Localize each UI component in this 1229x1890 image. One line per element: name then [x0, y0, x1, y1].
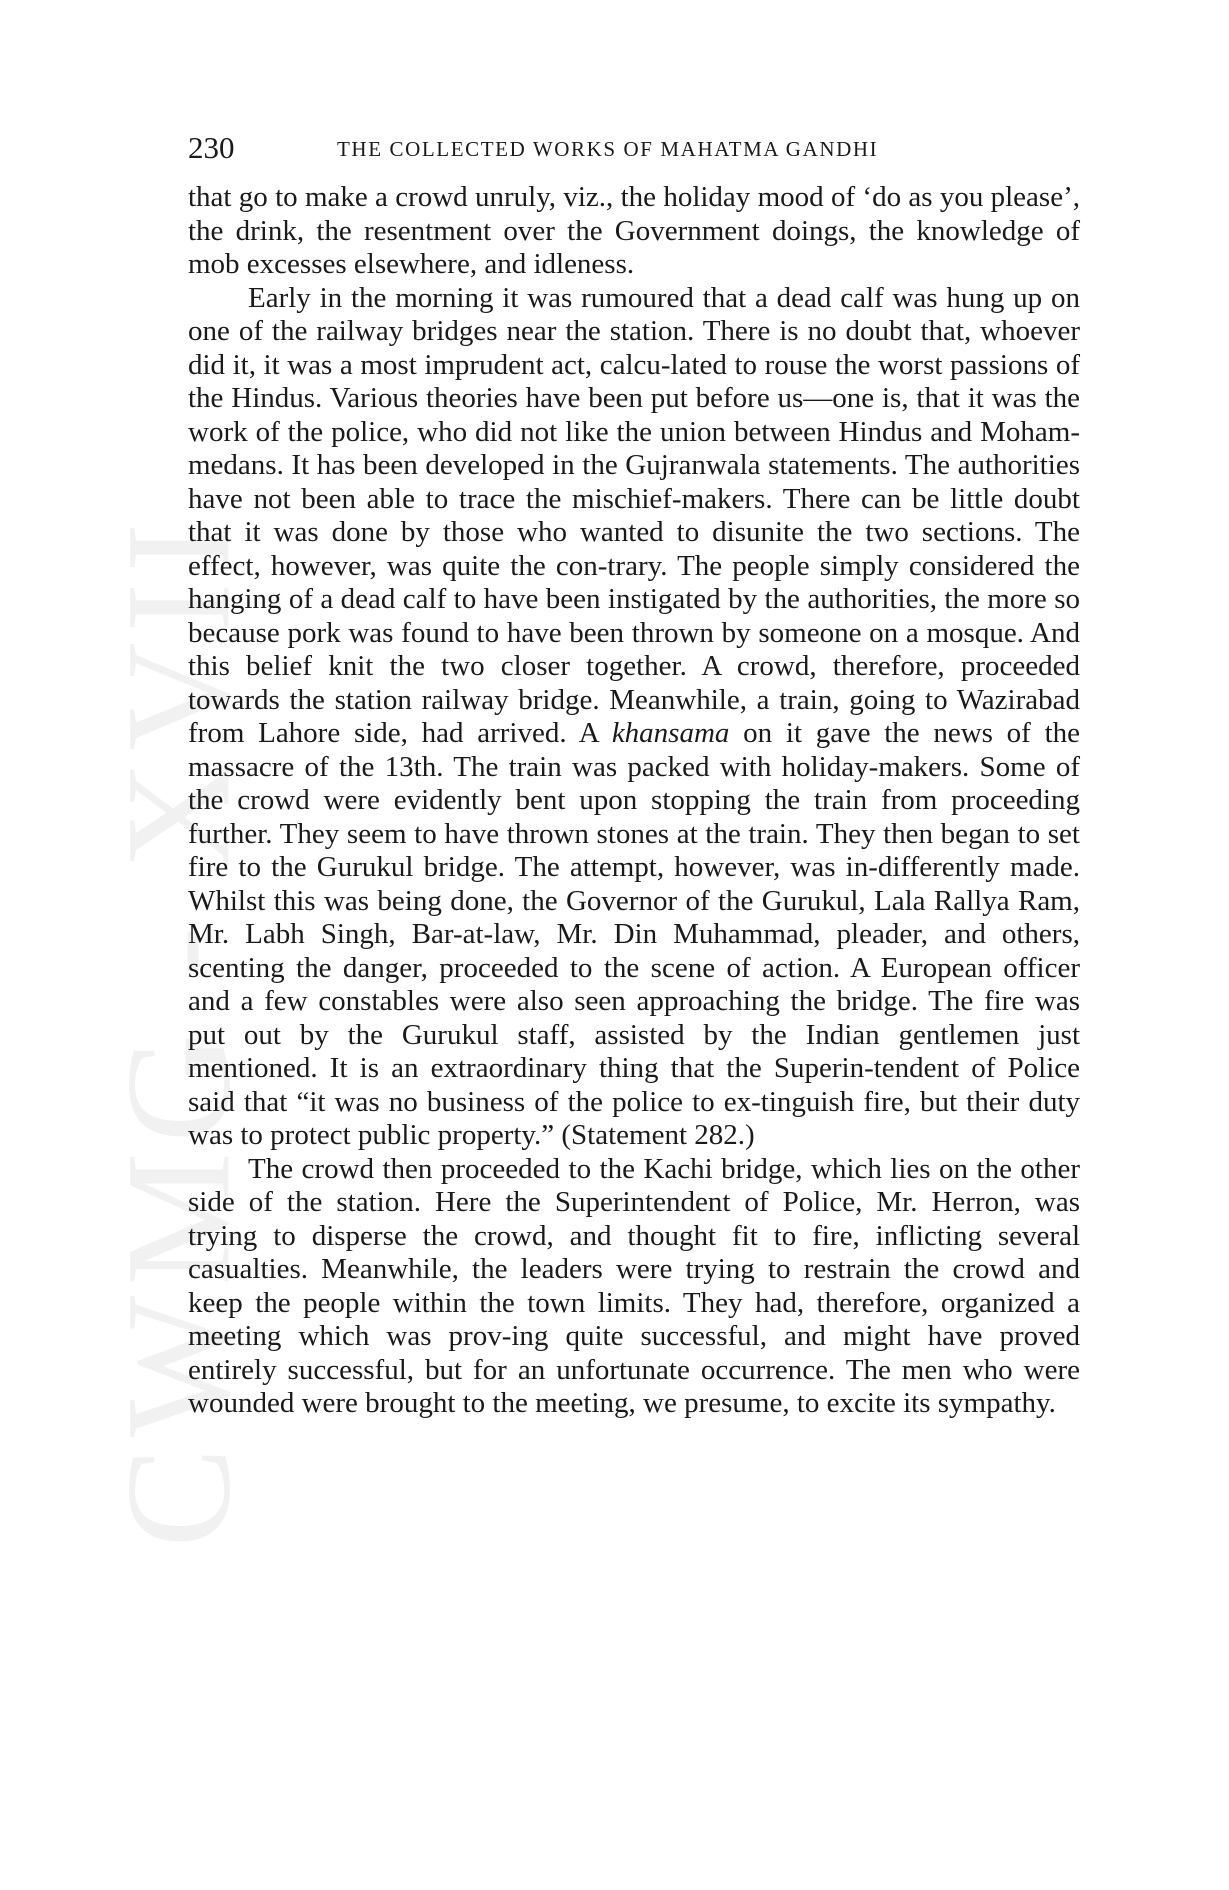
running-title: THE COLLECTED WORKS OF MAHATMA GANDHI [337, 137, 879, 161]
paragraph-3 [188, 1153, 1080, 1421]
paragraph-3-text: The crowd then proceeded to the Kachi bridge, which lies on the other side of the station. Here the Superintendent of Police, Mr. Herron, was trying to disperse the crowd, and thought fit to fire, inflicting several casualties. Meanwhile, the leaders were trying to restrain the crowd and keep the people within the town limits. They had, therefore, organized a meeting which was prov-ing quite successful, and might have proved entirely successful, but for an unfortunate occurrence. The men who were wounded were brought to the meeting, we presume, to excite its sympathy. [188, 1152, 1080, 1419]
watermark-text: CWMG - XVII [95, 512, 261, 1548]
paragraph-2-text-after: on it gave the news of the massacre of the 13th. The train was packed with holiday-makers. Some of the crowd were evidently bent upon stopping the train from proceeding further. They seem to have thrown stones at the train. They then began to set fire to the Gurukul bridge. The attempt, however, was in-differently made. Whilst this was being done, the Governor of the Gurukul, Lala Rallya Ram, Mr. Labh Singh, Bar-at-law, Mr. Din Muhammad, pleader, and others, scenting the danger, proceeded to the scene of action. A European officer and a few constables were also seen approaching the bridge. The fire was put out by the Gurukul staff, assisted by the Indian gentlemen just mentioned. It is an extraordinary thing that the Superin-tendent of Police said that “it was no business of the police to ex-tinguish fire, but their duty was to protect public property.” (Statement 282.) [188, 717, 1080, 1151]
paragraph-1 [188, 181, 1080, 282]
body-text [188, 181, 1080, 1421]
page-number: 230 [188, 130, 235, 165]
italic-term-khansama: khansama [611, 717, 730, 749]
paragraph-2 [188, 282, 1080, 1153]
paragraph-1-text: that go to make a crowd unruly, viz., the holiday mood of ‘do as you please’, the drink, the resentment over the Government doings, the knowledge of mob excesses elsewhere, and idleness. [188, 181, 1080, 280]
page-header [188, 128, 1088, 168]
paragraph-2-text-before: Early in the morning it was rumoured that a dead calf was hung up on one of the railway bridges near the station. There is no doubt that, whoever did it, it was a most imprudent act, calcu-lated to rouse the worst passions of the Hindus. Various theories have been put before us—one is, that it was the work of the police, who did not like the union between Hindus and Moham-medans. It has been developed in the Gujranwala statements. The authorities have not been able to trace the mischief-makers. There can be little doubt that it was done by those who wanted to disunite the two sections. The effect, however, was quite the con-trary. The people simply considered the hanging of a dead calf to have been instigated by the authorities, the more so because pork was found to have been thrown by someone on a mosque. And this belief knit the two closer together. A crowd, therefore, proceeded towards the station railway bridge. Meanwhile, a train, going to Wazirabad from Lahore side, had arrived. A [188, 281, 1080, 749]
